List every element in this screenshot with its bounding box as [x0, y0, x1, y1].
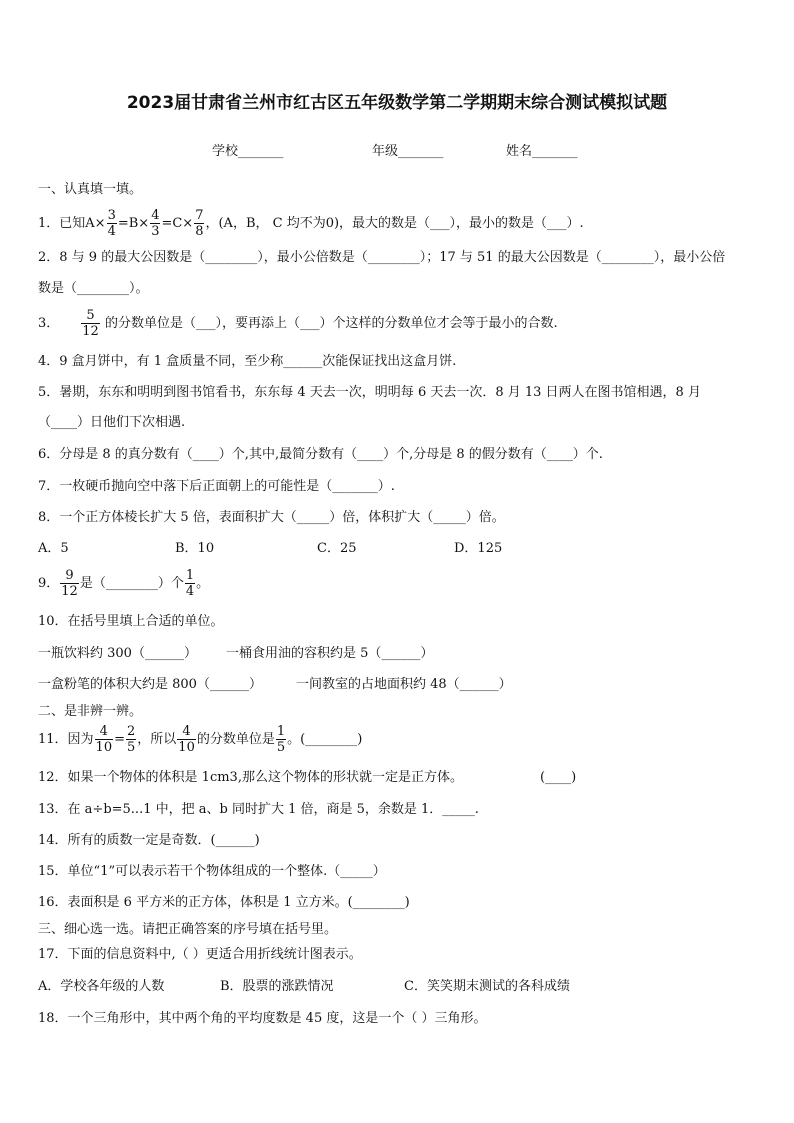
question-9: 9． $\frac{9}{12}$ 是（________）个 $\frac{1}{4}$ 。 — [38, 568, 210, 599]
question-14: 14．所有的质数一定是奇数．(______) — [38, 833, 260, 848]
school-field: 学校_______ — [212, 144, 284, 159]
question-1: 1．已知A× $\frac{3}{4}$ =B× $\frac{4}{3}$ =C× $\frac{7}{8}$ ，(A，B， C 均不为0)，最大的数是（___），最小的数是（___）. — [38, 208, 584, 239]
option-b: B．股票的涨跌情况 — [220, 979, 334, 994]
fraction: $\frac{7}{8}$ — [195, 208, 204, 239]
section-heading-1: 一、认真填一填。 — [38, 182, 143, 197]
question-5-line-2: （____）日他们下次相遇. — [38, 415, 186, 430]
option-b: B．10 — [175, 541, 215, 556]
fraction: $\frac{3}{4}$ — [107, 208, 116, 239]
blank-item: 一瓶饮料约 300（______） — [38, 646, 197, 661]
fraction: $\frac{9}{12}$ — [61, 568, 78, 599]
option-c: C．笑笑期末测试的各科成绩 — [404, 979, 570, 994]
question-6: 6．分母是 8 的真分数有（____）个,其中,最简分数有（____）个,分母是 8 的假分数有（____）个. — [38, 447, 603, 462]
question-10-row-2 — [38, 676, 512, 694]
section-heading-2: 二、是非辨一辨。 — [38, 704, 143, 719]
question-16: 16．表面积是 6 平方米的正方体，体积是 1 立方米。(________) — [38, 895, 410, 910]
question-8-options — [38, 540, 502, 558]
question-2-line-1: 2．8 与 9 的最大公因数是（________），最小公倍数是（________）；17 与 51 的最大公因数是（________），最小公倍 — [38, 250, 726, 265]
blank-item: 一盒粉笔的体积大约是 800（______） — [38, 677, 262, 692]
question-17: 17．下面的信息资料中,（ ）更适合用折线统计图表示。 — [38, 947, 362, 962]
fraction: $\frac{5}{12}$ — [82, 308, 99, 339]
question-8: 8．一个正方体棱长扩大 5 倍，表面积扩大（_____）倍，体积扩大（_____）倍。 — [38, 510, 505, 525]
question-4: 4．9 盒月饼中，有 1 盒质量不同，至少称______次能保证找出这盒月饼. — [38, 354, 457, 369]
question-17-options — [38, 978, 570, 996]
question-3: 3． $\frac{5}{12}$ 的分数单位是（___），要再添上（___）个这样的分数单位才会等于最小的合数. — [38, 308, 558, 339]
fraction: $\frac{4}{10}$ — [178, 724, 195, 755]
fraction: $\frac{1}{4}$ — [185, 568, 195, 599]
blank-item: 一桶食用油的容积约是 5（______） — [226, 646, 434, 661]
question-12: 12．如果一个物体的体积是 1cm3,那么这个物体的形状就一定是正方体。 (____) — [38, 770, 577, 785]
question-11: 11．因为 $\frac{4}{10}$ = $\frac{2}{5}$ ，所以 $\frac{4}{10}$ 的分数单位是 $\frac{1}{5}$ 。(________) — [38, 724, 363, 755]
question-15: 15．单位“1”可以表示若干个物体组成的一个整体.（_____） — [38, 864, 386, 879]
option-a: A．5 — [38, 541, 69, 556]
question-13: 13．在 a÷b=5...1 中，把 a、b 同时扩大 1 倍，商是 5，余数是 1．_____. — [38, 802, 479, 817]
name-field: 姓名_______ — [506, 144, 578, 159]
grade-field: 年级_______ — [372, 144, 444, 159]
option-a: A．学校各年级的人数 — [38, 979, 165, 994]
fraction: $\frac{2}{5}$ — [127, 724, 136, 755]
blank-item: 一间教室的占地面积约 48（______） — [296, 677, 512, 692]
fraction: $\frac{4}{3}$ — [151, 208, 160, 239]
option-c: C．25 — [317, 541, 357, 556]
question-18: 18．一个三角形中，其中两个角的平均度数是 45 度，这是一个（ ）三角形。 — [38, 1011, 487, 1026]
option-d: D．125 — [454, 541, 503, 556]
fraction: $\frac{1}{5}$ — [276, 724, 286, 755]
question-2-line-2: 数是（________）。 — [38, 281, 149, 296]
fraction: $\frac{4}{10}$ — [95, 724, 113, 755]
section-heading-3: 三、细心选一选。请把正确答案的序号填在括号里。 — [38, 922, 338, 937]
question-10: 10．在括号里填上合适的单位。 — [38, 614, 224, 629]
question-7: 7．一枚硬币抛向空中落下后正面朝上的可能性是（_______）. — [38, 479, 395, 494]
page-title: 2023届甘肃省兰州市红古区五年级数学第二学期期末综合测试模拟试题 — [126, 93, 668, 113]
question-5-line-1: 5．暑期，东东和明明到图书馆看书，东东每 4 天去一次，明明每 6 天去一次．8 月 13 日两人在图书馆相遇，8 月 — [38, 385, 701, 400]
question-10-row-1 — [38, 645, 433, 663]
